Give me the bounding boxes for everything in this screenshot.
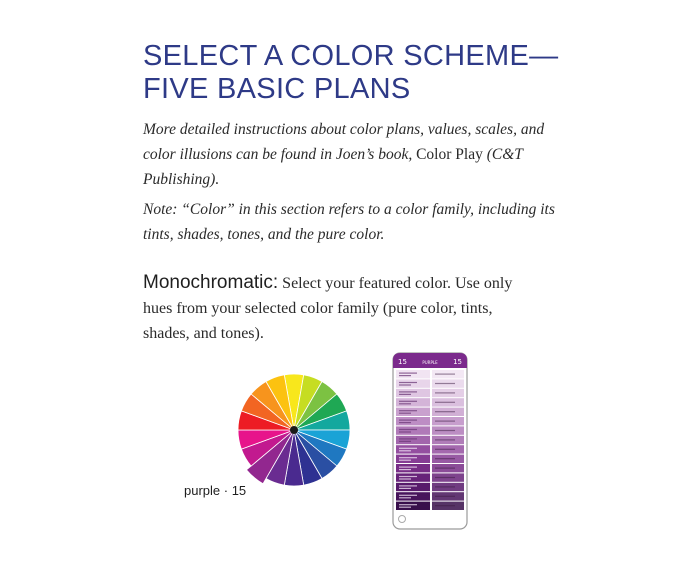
swatch-line [399, 441, 411, 442]
swatch-left [396, 389, 430, 397]
swatch-left [396, 502, 430, 510]
swatch-left [396, 483, 430, 491]
swatch-left [396, 417, 430, 425]
swatch-left [396, 473, 430, 481]
swatch-line [399, 448, 417, 449]
swatch-line [399, 413, 411, 414]
swatch-line [399, 438, 417, 439]
swatch-line [399, 373, 417, 374]
swatch-line [435, 449, 455, 450]
swatch-left [396, 379, 430, 387]
card-number-left: 15 [398, 358, 407, 366]
monochromatic-body: Use only hues from your selected color family (pure color, tints, shades, and tones). [143, 275, 513, 342]
swatch-line [435, 468, 455, 469]
swatch-card [392, 352, 468, 530]
swatch-line [399, 457, 417, 458]
heading-line-1: SELECT A COLOR SCHEME— [143, 40, 559, 72]
color-wheel [236, 372, 354, 492]
swatch-left [396, 408, 430, 416]
swatch-left [396, 426, 430, 434]
wheel-label: purple · 15 [184, 483, 247, 498]
swatch-line [399, 460, 411, 461]
swatch-line [399, 403, 411, 404]
swatch-line [399, 431, 411, 432]
intro-text: More detailed instructions about color plans, values, scales, and color illusions can be found in Joen’s book, [143, 121, 545, 163]
swatch-line [399, 504, 417, 505]
swatch-line [399, 391, 417, 392]
page-heading [143, 40, 558, 106]
card-header-text: PURPLE [422, 360, 438, 365]
book-title: Color Play [416, 146, 483, 163]
swatch-line [435, 486, 455, 487]
swatch-line [399, 467, 417, 468]
swatch-left [396, 464, 430, 472]
publisher-note: (C&T Publishing). [143, 146, 523, 188]
wheel-center [290, 426, 298, 434]
swatch-line [399, 485, 417, 486]
note-paragraph: Note: “Color” in this section refers to a color family, including its tints, shades, tones, and the pure color. [143, 201, 555, 243]
swatch-line [435, 411, 455, 412]
swatch-line [399, 488, 411, 489]
swatch-line [399, 429, 417, 430]
swatch-line [435, 430, 455, 431]
swatch-left [396, 398, 430, 406]
swatch-line [399, 507, 411, 508]
swatch-line [435, 374, 455, 375]
swatch-line [435, 392, 455, 393]
intro-paragraph [143, 117, 563, 192]
swatch-line [399, 384, 411, 385]
swatch-left [396, 492, 430, 500]
swatch-line [435, 439, 455, 440]
swatch-line [435, 496, 455, 497]
monochromatic-section [143, 270, 543, 346]
swatch-line [399, 495, 417, 496]
swatch-line [399, 422, 411, 423]
card-number-right: 15 [453, 358, 462, 366]
heading-line-2: FIVE BASIC PLANS [143, 73, 411, 105]
swatch-line [435, 477, 455, 478]
monochromatic-lead: Select your featured color. [282, 275, 451, 292]
swatch-line [435, 458, 455, 459]
swatch-line [399, 410, 417, 411]
swatch-line [399, 382, 417, 383]
swatch-left [396, 370, 430, 378]
swatch-line [399, 469, 411, 470]
swatch-line [435, 383, 455, 384]
swatch-line [399, 476, 417, 477]
swatch-line [435, 505, 455, 506]
swatch-line [435, 402, 455, 403]
swatch-line [399, 394, 411, 395]
swatch-line [399, 375, 411, 376]
swatch-line [399, 497, 411, 498]
swatch-left [396, 436, 430, 444]
swatch-line [435, 421, 455, 422]
monochromatic-title: Monochromatic: [143, 272, 279, 293]
swatch-line [399, 401, 417, 402]
swatch-line [399, 478, 411, 479]
swatch-left [396, 455, 430, 463]
swatch-left [396, 445, 430, 453]
swatch-line [399, 450, 411, 451]
swatch-line [399, 420, 417, 421]
